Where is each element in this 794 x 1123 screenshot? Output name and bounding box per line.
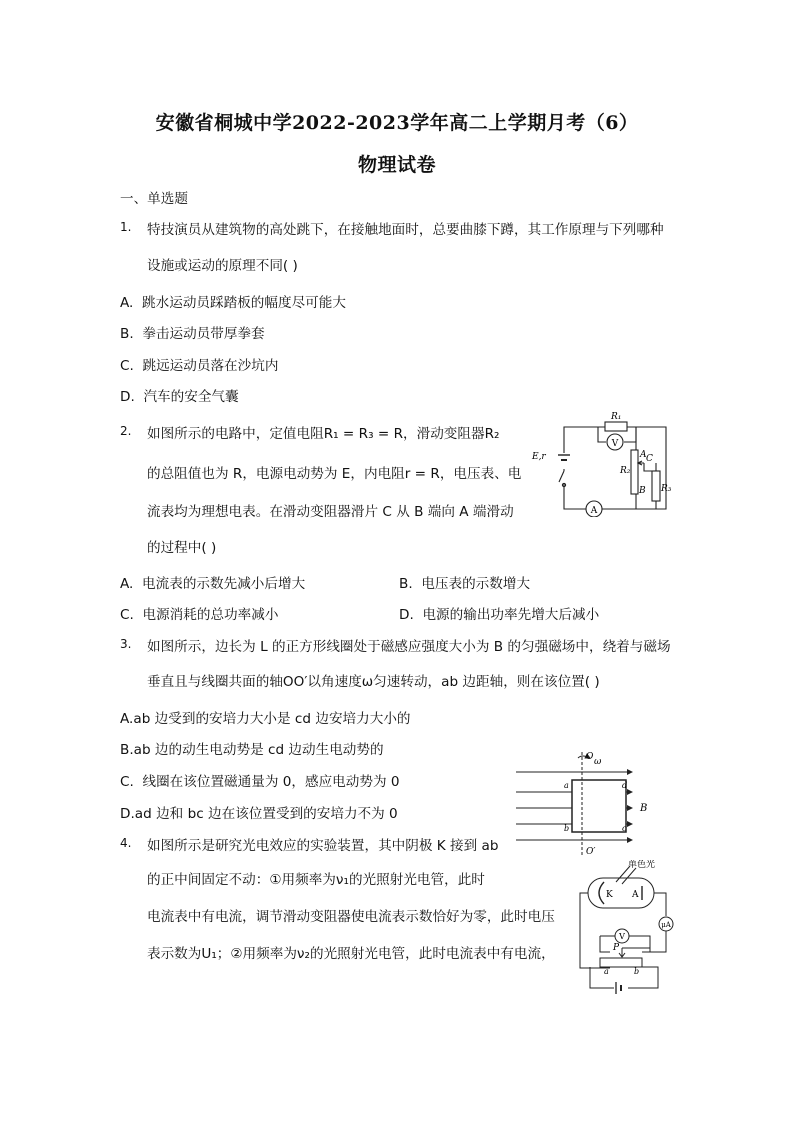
question-text: 如图所示是研究光电效应的实验装置，其中阴极 K 接到 ab <box>147 838 499 854</box>
ammeter-label: A <box>590 506 598 516</box>
corner-d-label: d <box>622 781 628 790</box>
corner-b-label: b <box>564 824 570 833</box>
omega-label: ω <box>594 757 602 767</box>
slider-p-label: P <box>613 943 620 953</box>
option-d[interactable]: D.ad 边和 bc 边在该位置受到的安培力不为 0 <box>120 806 398 822</box>
microammeter-label: μA <box>661 921 671 929</box>
light-label: 单色光 <box>628 860 656 870</box>
voltmeter-label: V <box>619 932 625 941</box>
r3-label: R₃ <box>661 484 672 494</box>
page-title: 安徽省桐城中学2022-2023学年高二上学期月考（6） <box>155 112 639 134</box>
question-text: 垂直且与线圈共面的轴OO′以角速度ω匀速转动，ab 边距轴，则在该位置( ) <box>147 674 600 690</box>
point-b-label: B <box>639 486 646 496</box>
question-text: 的过程中( ) <box>147 540 217 556</box>
page-subtitle: 物理试卷 <box>357 154 436 176</box>
option-b[interactable]: B. 拳击运动员带厚拳套 <box>120 326 265 342</box>
question-text: 的正中间固定不动：①用频率为ν₁的光照射光电管，此时 <box>147 872 485 888</box>
battery-label: E,r <box>532 452 546 462</box>
question-text: 表示数为U₁；②用频率为ν₂的光照射光电管，此时电流表中有电流， <box>147 946 555 962</box>
axis-o-label: O <box>586 752 594 762</box>
question-text: 流表均为理想电表。在滑动变阻器滑片 C 从 B 端向 A 端滑动 <box>147 504 514 520</box>
question-text: 的总阻值也为 R，电源电动势为 E，内电阻r = R，电压表、电 <box>147 466 522 482</box>
option-c[interactable]: C. 电源消耗的总功率减小 <box>120 607 279 623</box>
anode-a-label: A <box>632 890 639 900</box>
option-a[interactable]: A. 跳水运动员踩踏板的幅度尽可能大 <box>120 295 346 311</box>
option-d[interactable]: D. 电源的输出功率先增大后减小 <box>399 607 600 623</box>
axis-o-prime-label: O′ <box>586 847 596 857</box>
question-number: 4. <box>120 836 132 850</box>
question-text: 特技演员从建筑物的高处跳下，在接触地面时，总要曲膝下蹲，其工作原理与下列哪种 <box>147 222 664 238</box>
rheostat-b-label: b <box>634 967 640 976</box>
section-heading: 一、单选题 <box>120 191 188 207</box>
question-text: 设施或运动的原理不同( ) <box>147 258 298 274</box>
question-text: 如图所示，边长为 L 的正方形线圈处于磁感应强度大小为 B 的匀强磁场中，绕着与磁场 <box>147 639 671 655</box>
question-text: 电流表中有电流，调节滑动变阻器使电流表示数恰好为零，此时电压 <box>147 909 555 925</box>
option-a[interactable]: A.ab 边受到的安培力大小是 cd 边安培力大小的 <box>120 711 411 727</box>
option-c[interactable]: C. 跳远运动员落在沙坑内 <box>120 358 279 374</box>
option-b[interactable]: B.ab 边的动生电动势是 cd 边动生电动势的 <box>120 742 384 758</box>
question-number: 3. <box>120 637 132 651</box>
option-c[interactable]: C. 线圈在该位置磁通量为 0，感应电动势为 0 <box>120 774 400 790</box>
field-b-label: B <box>640 803 648 814</box>
question-text: 如图所示的电路中，定值电阻R₁ = R₃ = R，滑动变阻器R₂ <box>147 426 500 442</box>
photoelectric-apparatus-diagram <box>570 860 685 1000</box>
r1-label: R₁ <box>611 412 622 422</box>
point-a-label: A <box>640 450 647 460</box>
cathode-k-label: K <box>606 890 613 900</box>
question-number: 2. <box>120 424 132 438</box>
option-b[interactable]: B. 电压表的示数增大 <box>399 576 531 592</box>
rheostat-a-label: a <box>604 967 609 976</box>
corner-a-label: a <box>564 781 569 790</box>
question-number: 1. <box>120 220 132 234</box>
corner-c-label: c <box>622 824 627 833</box>
r2-label: R₂ <box>620 466 631 476</box>
point-c-label: C <box>646 454 653 464</box>
circuit-diagram <box>528 405 678 517</box>
option-d[interactable]: D. 汽车的安全气囊 <box>120 389 239 405</box>
coil-in-field-diagram <box>512 750 662 860</box>
voltmeter-label: V <box>611 439 619 449</box>
option-a[interactable]: A. 电流表的示数先减小后增大 <box>120 576 306 592</box>
